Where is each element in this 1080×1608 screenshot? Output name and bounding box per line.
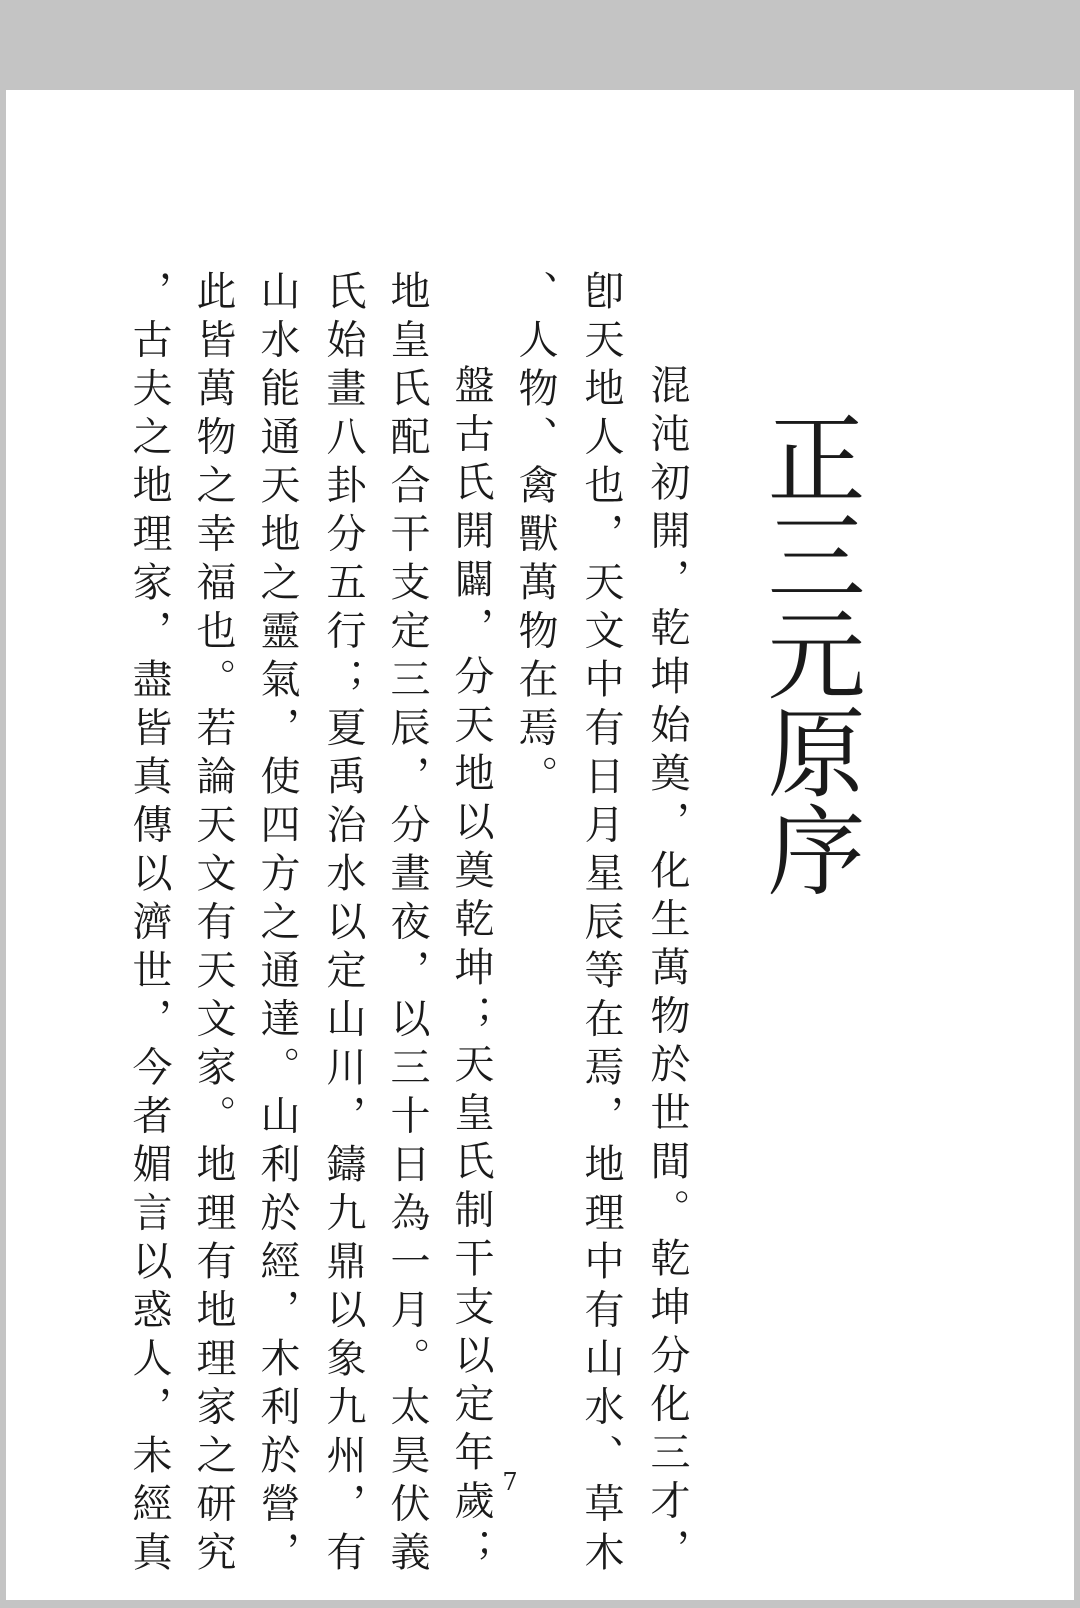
page-number: 7 [502, 1468, 518, 1496]
text-column-9: ，古夫之地理家，盡皆真傳以濟世，今者媚言以惑人，未經真 [126, 270, 172, 1580]
page-title: 正三元原序 [751, 408, 865, 898]
text-column-5: 地皇氏配合干支定三辰，分晝夜，以三十日為一月。太昊伏義 [384, 270, 430, 1580]
scanned-page [6, 90, 1074, 1600]
text-column-4: 盤古氏開闢，分天地以奠乾坤；天皇氏制干支以定年歲； [448, 364, 494, 1577]
text-column-8: 此皆萬物之幸福也。若論天文有天文家。地理有地理家之研究 [190, 270, 236, 1580]
text-column-6: 氏始畫八卦分五行；夏禹治水以定山川，鑄九鼎以象九州，有 [320, 270, 366, 1580]
text-column-3: 、人物、禽獸萬物在焉。 [512, 270, 558, 804]
text-column-1: 混沌初開，乾坤始奠，化生萬物於世間。乾坤分化三才， [644, 364, 690, 1577]
text-column-7: 山水能通天地之靈氣，使四方之通達。山利於經，木利於營， [254, 270, 300, 1580]
text-column-2: 卽天地人也，天文中有日月星辰等在焉，地理中有山水、草木 [578, 270, 624, 1580]
